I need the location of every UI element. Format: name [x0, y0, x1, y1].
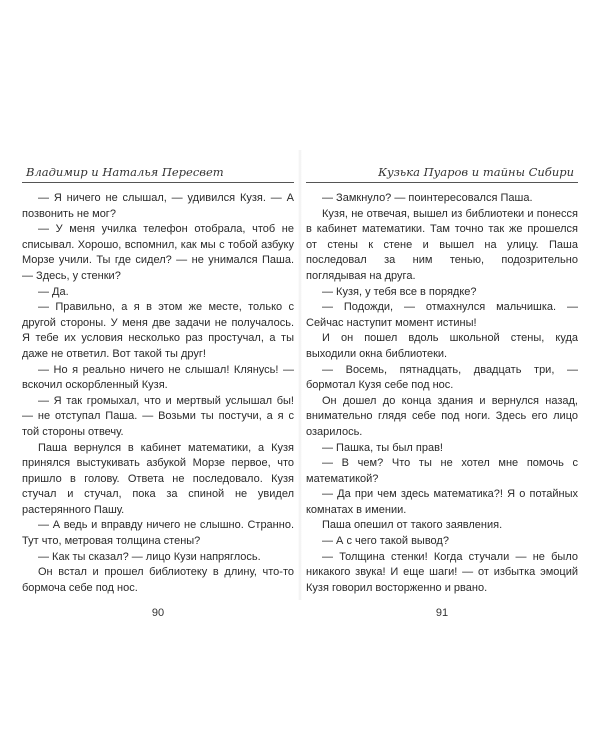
paragraph: — Кузя, у тебя все в порядке?: [322, 285, 477, 298]
paragraph: Паша опешил от такого заявления.: [322, 519, 503, 532]
paragraph: — Пашка, ты был прав!: [322, 441, 443, 454]
right-running-header: Кузька Пуаров и тайны Сибири: [306, 165, 578, 183]
paragraph: — Но я реально ничего не слышал! Клянусь! — вскочил оскорбленный Кузя.: [22, 363, 294, 392]
paragraph: — В чем? Что ты не хотел мне помочь с математикой?: [306, 457, 578, 485]
paragraph: Паша вернулся в кабинет математики, а Кузя принялся выстукивать азбукой Морзе первое, что пришло в голову. Ответа не последовало. Кузя стучал и стучал, пока за спиной не увидел растерянного Пашу.: [22, 441, 294, 516]
paragraph: — А с чего такой вывод?: [322, 535, 449, 548]
paragraph: Кузя, не отвечая, вышел из библиотеки и понесся в кабинет математики. Там точно так же прошелся от стены к стене и вышел на улицу. Паша последовал за ним тенью, подозрительно поглядывая на друга.: [306, 207, 578, 282]
paragraph: — Правильно, а я в этом же месте, только с другой стороны. У меня две задачи не получалось. Я тебе их условия несколько раз простучал, а ты даже не ответил. Вот такой ты друг!: [22, 301, 294, 360]
paragraph: — У меня училка телефон отобрала, чтоб не списывал. Хорошо, вспомнил, как мы с тобой азбуку Морзе учили. Ты где сидел? — не унимался Паша. — Здесь, у стенки?: [22, 223, 294, 282]
paragraph: — А ведь и вправду ничего не слышно. Странно. Тут что, метровая толщина стены?: [22, 519, 294, 548]
left-page-body: [22, 191, 294, 596]
paragraph: Он встал и прошел библиотеку в длину, что-то бормоча себе под нос.: [22, 566, 294, 594]
left-running-header: Владимир и Наталья Пересвет: [22, 165, 294, 183]
paragraph: — Толщина стенки! Когда стучали — не было никакого звука! И еще шаги! — от избытка эмоций Кузя говорил восторженно и рвано.: [306, 550, 578, 594]
left-page: [22, 165, 294, 619]
paragraph: — Я ничего не слышал, — удивился Кузя. — А позвонить не мог?: [22, 192, 294, 220]
paragraph: — Замкнуло? — поинтересовался Паша.: [322, 192, 533, 204]
paragraph: Он дошел до конца здания и вернулся назад, внимательно глядя себе под ноги. Здесь его лицо озарилось.: [306, 394, 578, 438]
left-page-number: 90: [151, 607, 165, 620]
paragraph: — Я так громыхал, что и мертвый услышал бы! — не отступал Паша. — Возьми ты постучи, а я с той стороны отвечу.: [22, 394, 294, 438]
paragraph: — Как ты сказал? — лицо Кузи напряглось.: [38, 550, 261, 563]
paragraph: — Восемь, пятнадцать, двадцать три, — бормотал Кузя себе под нос.: [306, 363, 578, 392]
right-page: [306, 165, 578, 619]
right-page-body: [306, 191, 578, 596]
paragraph: — Да.: [38, 285, 69, 298]
paragraph: — Да при чем здесь математика?! Я о потайных комнатах в имении.: [306, 488, 578, 516]
book-gutter: [298, 150, 302, 600]
right-page-number: 91: [435, 607, 449, 620]
paragraph: — Подожди, — отмахнулся мальчишка. — Сейчас наступит момент истины!: [306, 301, 578, 329]
paragraph: И он пошел вдоль школьной стены, куда выходили окна библиотеки.: [306, 332, 578, 360]
